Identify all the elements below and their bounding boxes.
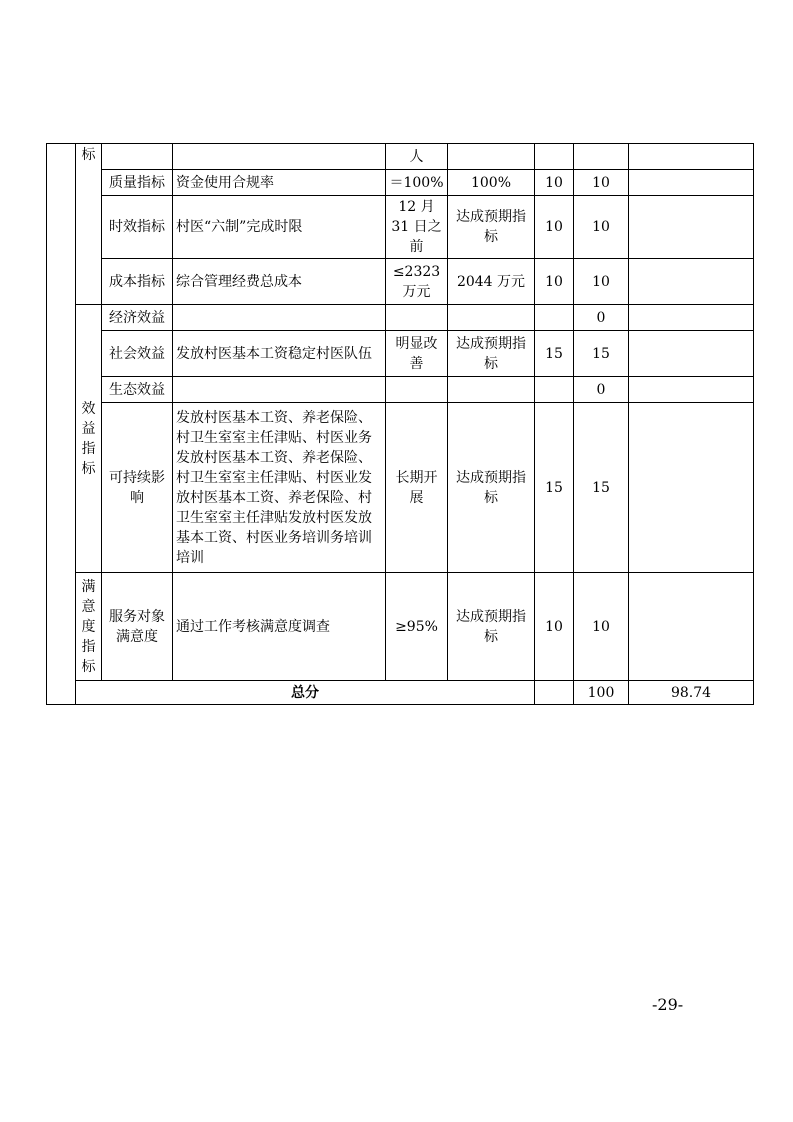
- score-cell: 10: [574, 196, 629, 259]
- score-cell: 10: [574, 573, 629, 681]
- satisfaction-category-cell: 满意度指标: [76, 573, 102, 681]
- weight-cell: 10: [535, 170, 574, 196]
- content-cell: [173, 305, 386, 331]
- content-cell: 村医“六制”完成时限: [173, 196, 386, 259]
- target-cell: ＝100%: [386, 170, 448, 196]
- weight-cell: 15: [535, 331, 574, 377]
- table-row: [47, 331, 754, 377]
- weight-cell: [535, 377, 574, 403]
- table-row: 标 人: [47, 144, 754, 170]
- total-weight: 100: [574, 681, 629, 705]
- total-row: [47, 681, 754, 705]
- total-label: 总分: [76, 681, 535, 705]
- content-cell: 通过工作考核满意度调查: [173, 573, 386, 681]
- category-cell: 标: [76, 144, 102, 305]
- benefit-category-cell: 效益指标: [76, 305, 102, 573]
- actual-cell: 2044 万元: [448, 259, 535, 305]
- table-row: [47, 170, 754, 196]
- target-cell: [386, 377, 448, 403]
- weight-cell: 15: [535, 403, 574, 573]
- indicator-cell: 服务对象满意度: [102, 573, 173, 681]
- table-row: [47, 573, 754, 681]
- target-cell: ≤2323 万元: [386, 259, 448, 305]
- content-cell: 发放村医基本工资稳定村医队伍: [173, 331, 386, 377]
- actual-cell: 达成预期指标: [448, 196, 535, 259]
- score-cell: 10: [574, 170, 629, 196]
- table-row: [47, 305, 754, 331]
- score-cell: 15: [574, 403, 629, 573]
- target-cell: 长期开展: [386, 403, 448, 573]
- content-cell: 资金使用合规率: [173, 170, 386, 196]
- total-score: 98.74: [629, 681, 754, 705]
- weight-cell: [535, 305, 574, 331]
- target-cell: ≥95%: [386, 573, 448, 681]
- score-cell: 0: [574, 305, 629, 331]
- table-row: [47, 403, 754, 573]
- actual-cell: 达成预期指标: [448, 331, 535, 377]
- table-row: [47, 259, 754, 305]
- outer-blank-cell: [47, 144, 76, 705]
- actual-cell: [448, 305, 535, 331]
- table-row: [47, 377, 754, 403]
- indicator-cell: 可持续影响: [102, 403, 173, 573]
- page-number: -29-: [652, 995, 684, 1014]
- actual-cell: 100%: [448, 170, 535, 196]
- target-cell: 12 月 31 日之前: [386, 196, 448, 259]
- weight-cell: 10: [535, 573, 574, 681]
- content-cell: [173, 377, 386, 403]
- score-cell: 10: [574, 259, 629, 305]
- table-row: [47, 196, 754, 259]
- weight-cell: 10: [535, 259, 574, 305]
- content-cell: 综合管理经费总成本: [173, 259, 386, 305]
- performance-table: [46, 143, 754, 705]
- indicator-cell: 生态效益: [102, 377, 173, 403]
- target-cell: 明显改善: [386, 331, 448, 377]
- score-cell: 15: [574, 331, 629, 377]
- actual-cell: [448, 377, 535, 403]
- indicator-cell: 成本指标: [102, 259, 173, 305]
- indicator-cell: 经济效益: [102, 305, 173, 331]
- score-cell: 0: [574, 377, 629, 403]
- weight-cell: 10: [535, 196, 574, 259]
- actual-cell: 达成预期指标: [448, 573, 535, 681]
- indicator-cell: 社会效益: [102, 331, 173, 377]
- indicator-cell: 质量指标: [102, 170, 173, 196]
- target-cell: [386, 305, 448, 331]
- content-cell: 发放村医基本工资、养老保险、村卫生室室主任津贴、村医业务发放村医基本工资、养老保险、村卫生室室主任津贴、村医业发放村医基本工资、养老保险、村卫生室室主任津贴发放村医发放基本工资、村医业务培训务培训培训: [173, 403, 386, 573]
- indicator-cell: 时效指标: [102, 196, 173, 259]
- actual-cell: 达成预期指标: [448, 403, 535, 573]
